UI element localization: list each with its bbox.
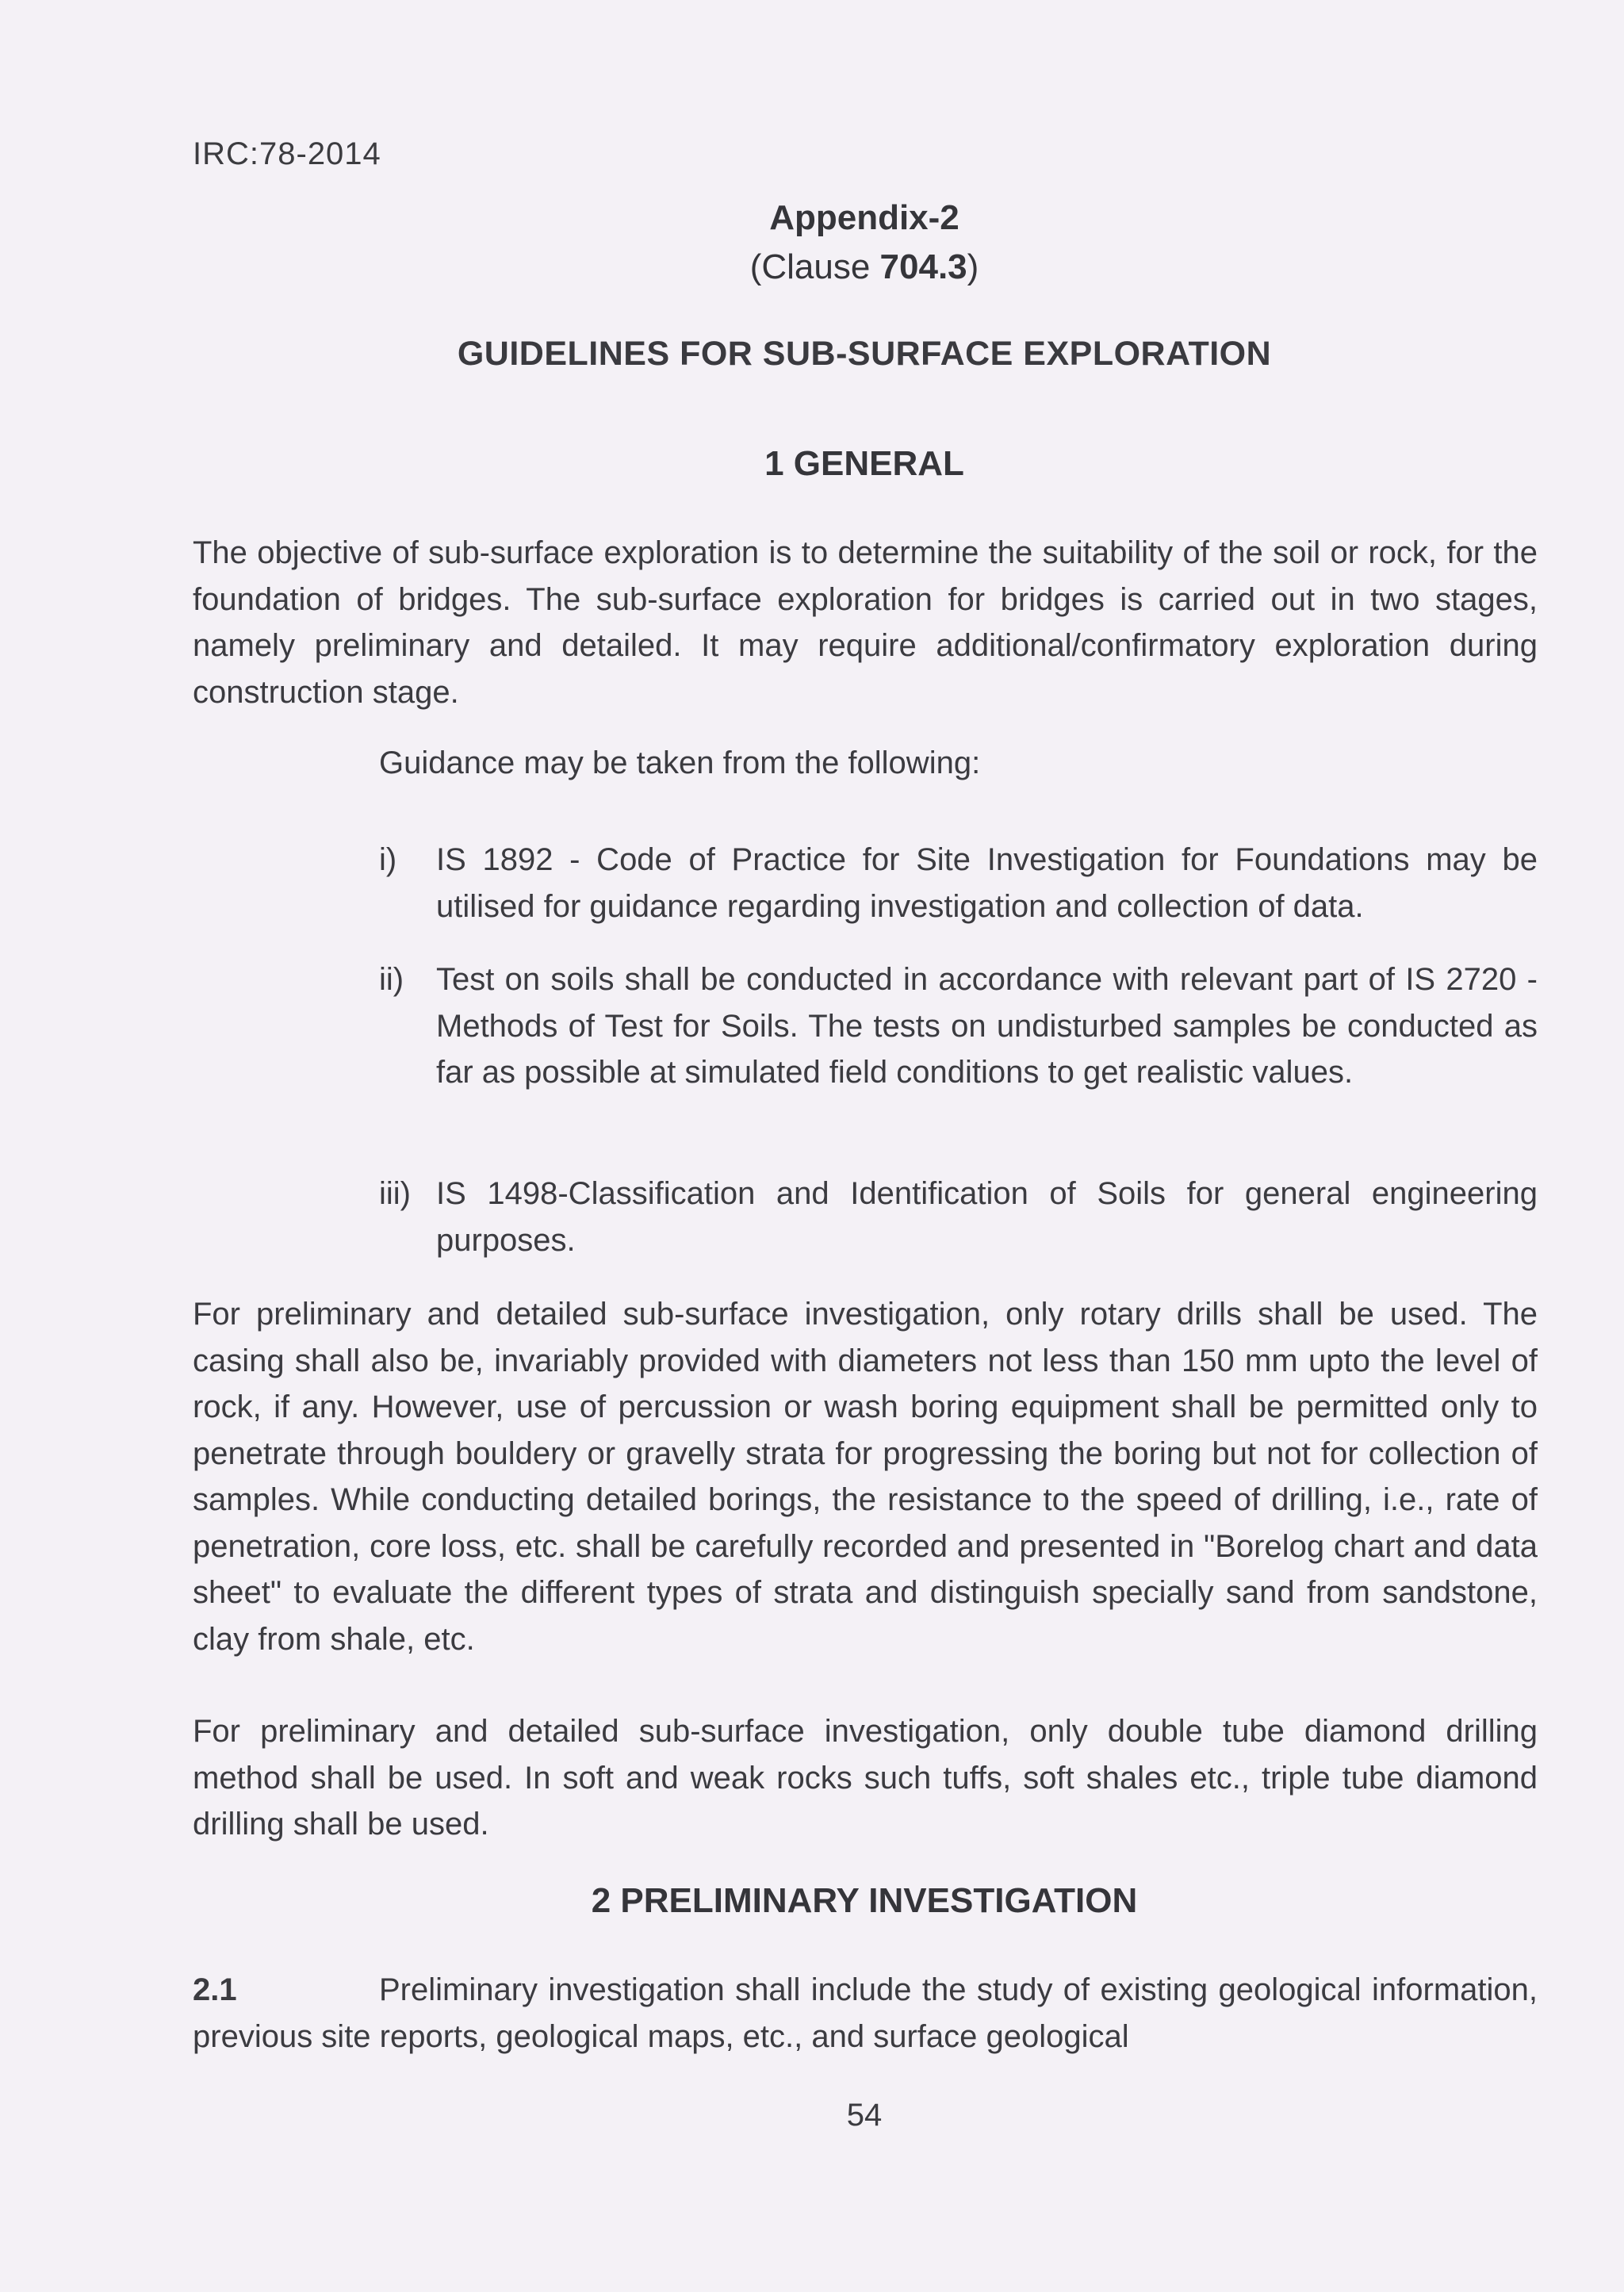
list-marker: i) [379, 842, 397, 877]
page-number: 54 [846, 2098, 883, 2133]
clause-prefix: (Clause [749, 247, 871, 286]
section-heading-general: 1 GENERAL [764, 444, 964, 483]
diamond-drilling-paragraph: For preliminary and detailed sub-surface investigation, only double tube diamond drilling method shall be used. In soft and weak rocks such tuffs, soft shales etc., triple tube diamond drilling shall be used. [193, 1714, 1538, 1842]
clause-2-1-text: Preliminary investigation shall include the study of existing geological information, previous site reports, geological maps, etc., and surface geological [193, 1972, 1538, 2054]
clause-reference [0, 247, 1624, 287]
clause-number: 704.3 [879, 247, 967, 286]
list-text: Test on soils shall be conducted in accordance with relevant part of IS 2720 - Methods of Test for Soils. The tests on undisturbed samples be conducted as far as possible at simulated field conditions to get realistic values. [436, 962, 1538, 1090]
list-text: IS 1892 - Code of Practice for Site Investigation for Foundations may be utilised for guidance regarding investigation and collection of data. [436, 842, 1538, 924]
clause-2-1-number: 2.1 [193, 1972, 237, 2007]
main-title: GUIDELINES FOR SUB-SURFACE EXPLORATION [457, 335, 1272, 373]
clause-2-1-paragraph [193, 1967, 1538, 2060]
guidance-line: Guidance may be taken from the following: [379, 745, 981, 780]
clause-suffix: ) [967, 247, 979, 286]
document-code: IRC:78-2014 [193, 136, 381, 171]
rotary-drills-paragraph: For preliminary and detailed sub-surface investigation, only rotary drills shall be used. The casing shall also be, invariably provided with diameters not less than 150 mm upto the level of rock, if any. However, use of percussion or wash boring equipment shall be permitted only to penetrate through bouldery or gravelly strata for progressing the boring but not for collection of samples. While conducting detailed borings, the resistance to the speed of drilling, i.e., rate of penetration, core loss, etc. shall be carefully recorded and presented in "Borelog chart and data sheet" to evaluate the different types of strata and distinguish specially sand from sandstone, clay from shale, etc. [193, 1297, 1538, 1657]
section-heading-preliminary: 2 PRELIMINARY INVESTIGATION [591, 1881, 1138, 1920]
list-marker: ii) [379, 962, 404, 997]
intro-paragraph: The objective of sub-surface exploration is to determine the suitability of the soil or rock, for the foundation of bridges. The sub-surface exploration for bridges is carried out in two stages, namely preliminary and detailed. It may require additional/confirmatory exploration during construction stage. [193, 535, 1538, 710]
list-marker: iii) [379, 1176, 411, 1211]
appendix-title: Appendix-2 [769, 198, 959, 237]
list-text: IS 1498-Classification and Identification of Soils for general engineering purposes. [436, 1176, 1538, 1258]
